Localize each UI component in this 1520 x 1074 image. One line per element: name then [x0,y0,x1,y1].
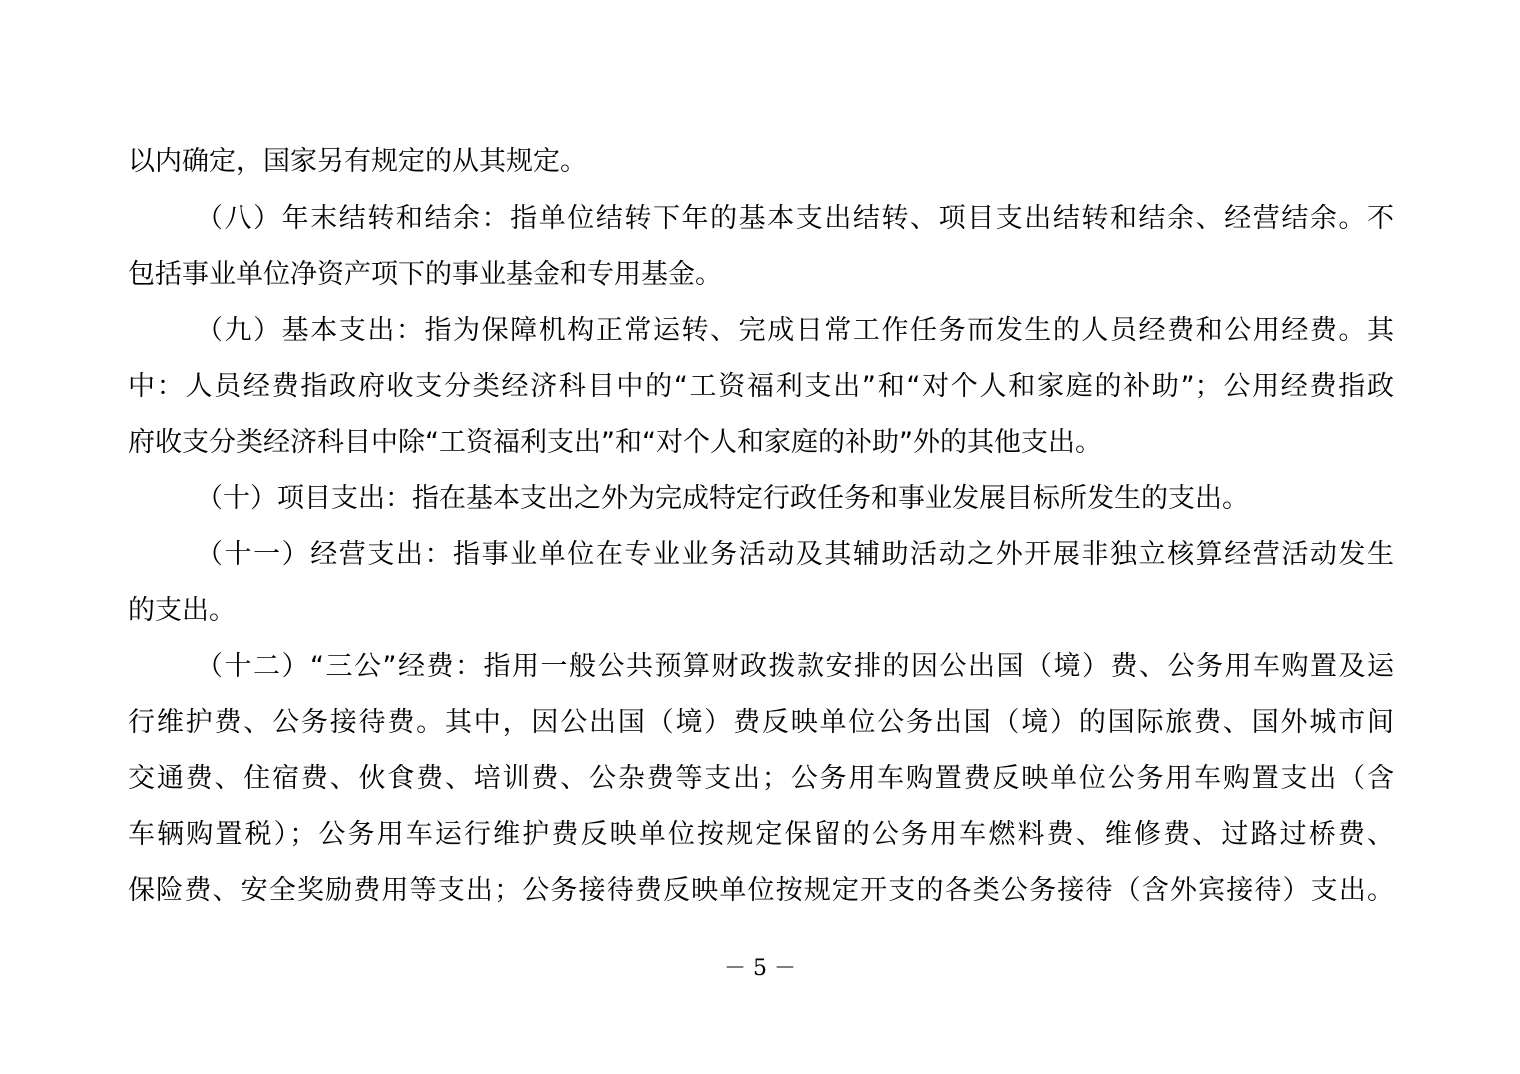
paragraph-line: （八）年末结转和结余：指单位结转下年的基本支出结转、项目支出结转和结余、经营结余。不 [196,203,1394,234]
paragraph-line: 车辆购置税）；公务用车运行维护费反映单位按规定保留的公务用车燃料费、维修费、过路过桥费、 [128,819,1394,850]
paragraph-line: （十二）“三公”经费：指用一般公共预算财政拨款安排的因公出国（境）费、公务用车购置及运 [196,651,1394,682]
paragraph-line: 府收支分类经济科目中除“工资福利支出”和“对个人和家庭的补助”外的其他支出。 [128,427,1102,458]
paragraph-line: （十一）经营支出：指事业单位在专业业务活动及其辅助活动之外开展非独立核算经营活动发生 [196,539,1394,570]
paragraph-line: 的支出。 [128,595,236,626]
paragraph-line: 以内确定，国家另有规定的从其规定。 [128,146,587,177]
page-number: － 5 － [724,956,796,981]
paragraph-line: （九）基本支出：指为保障机构正常运转、完成日常工作任务而发生的人员经费和公用经费。其 [196,315,1394,346]
paragraph-line: 中：人员经费指政府收支分类经济科目中的“工资福利支出”和“对个人和家庭的补助”；公用经费指政 [128,371,1394,402]
paragraph-line: （十）项目支出：指在基本支出之外为完成特定行政任务和事业发展目标所发生的支出。 [196,483,1249,514]
paragraph-line: 交通费、住宿费、伙食费、培训费、公杂费等支出；公务用车购置费反映单位公务用车购置支出（含 [128,763,1394,794]
paragraph-line: 保险费、安全奖励费用等支出；公务接待费反映单位按规定开支的各类公务接待（含外宾接待）支出。 [128,875,1394,906]
paragraph-line: 包括事业单位净资产项下的事业基金和专用基金。 [128,259,722,290]
paragraph-line: 行维护费、公务接待费。其中，因公出国（境）费反映单位公务出国（境）的国际旅费、国外城市间 [128,707,1394,738]
